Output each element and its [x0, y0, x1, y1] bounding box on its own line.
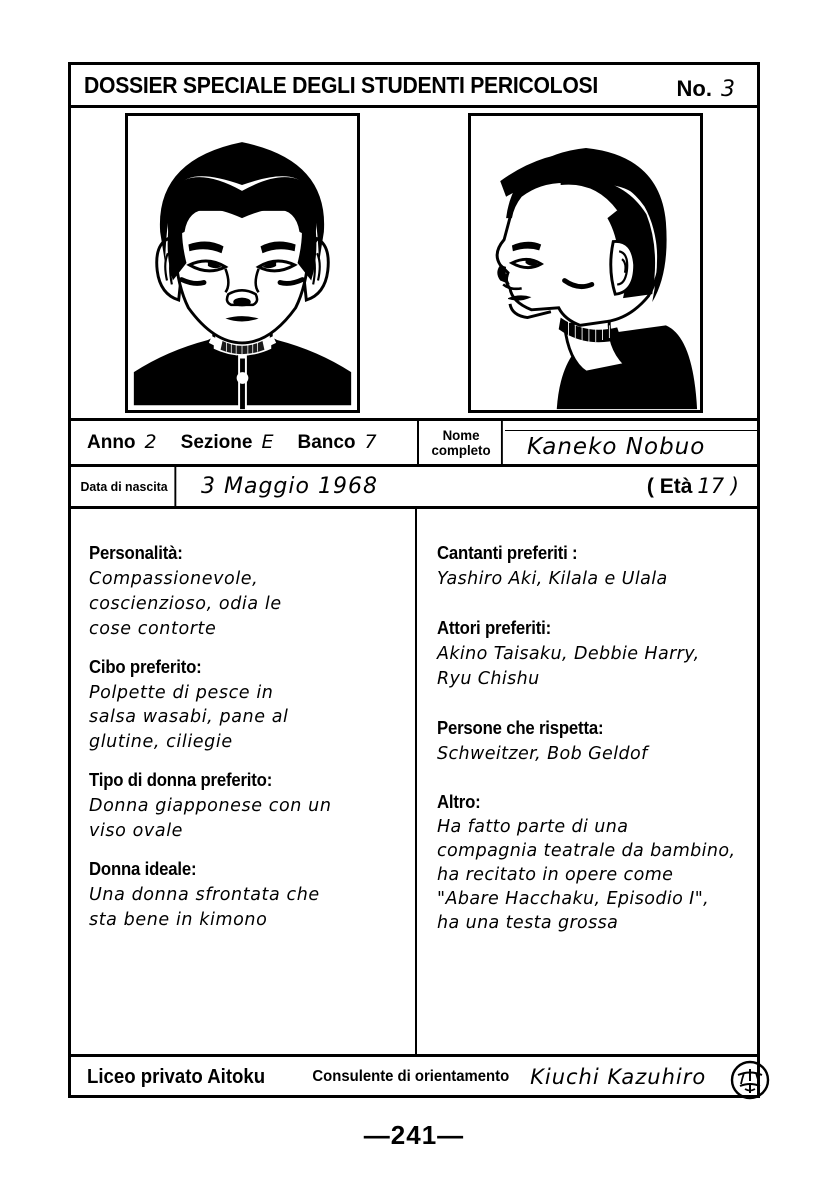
- class-fields: [71, 421, 419, 464]
- block-title: Attori preferiti:: [437, 617, 552, 638]
- block-line: ha una testa grossa: [437, 913, 619, 934]
- block-title: Cantanti preferiti :: [437, 543, 578, 563]
- block-line: Polpette di pesce in: [89, 682, 274, 703]
- full-name-label: [421, 421, 503, 464]
- school-name: Liceo privato Aitoku: [87, 1065, 266, 1088]
- block-line: Ha fatto parte di una: [437, 817, 629, 838]
- block-favorite-actors: [437, 618, 743, 692]
- dob-row: [71, 467, 757, 509]
- block-personality: [89, 543, 401, 642]
- block-favorite-singers: [437, 543, 743, 592]
- block-line: Compassionevole,: [89, 569, 259, 589]
- counselor-label: Consulente di orientamento: [311, 1068, 509, 1085]
- block-line: "Abare Hacchaku, Episodio I",: [437, 889, 710, 910]
- block-title: Donna ideale:: [89, 858, 197, 879]
- age-label: ( Età: [646, 475, 693, 498]
- dob-value: 3 Maggio 1968: [201, 474, 378, 499]
- front-portrait-illustration: [128, 116, 357, 410]
- right-column: [417, 509, 757, 1054]
- block-line: salsa wasabi, pane al: [89, 707, 289, 728]
- block-line: Schweitzer, Bob Geldof: [437, 743, 648, 764]
- block-line: cose contorte: [89, 618, 217, 639]
- full-name-value: Kaneko Nobuo: [527, 434, 706, 460]
- field-section: [181, 431, 298, 454]
- block-preferred-woman-type: [89, 770, 401, 844]
- profile-body: [71, 509, 757, 1057]
- block-line: coscienzioso, odia le: [89, 593, 282, 614]
- field-section-value: E: [261, 431, 274, 453]
- field-desk-label: Banco: [297, 432, 356, 453]
- field-year: [87, 431, 181, 454]
- front-portrait-frame: [125, 113, 360, 413]
- block-title: Tipo di donna preferito:: [89, 770, 273, 791]
- block-title: Altro:: [437, 792, 481, 813]
- field-year-value: 2: [144, 431, 157, 453]
- block-ideal-woman: [89, 859, 401, 933]
- block-line: Akino Taisaku, Debbie Harry,: [437, 643, 700, 664]
- dossier-number-value: 3: [721, 77, 735, 102]
- profile-portrait-illustration: [471, 116, 700, 410]
- page-number: —241—: [363, 1120, 465, 1150]
- block-other: [437, 792, 743, 936]
- dossier-number-label: No.: [676, 76, 712, 101]
- left-column: [71, 509, 417, 1054]
- block-line: ha recitato in opere come: [437, 865, 674, 886]
- block-line: Ryu Chishu: [437, 668, 540, 689]
- full-name-label-line2: completo: [431, 441, 491, 458]
- block-line: glutine, ciliegie: [89, 732, 233, 753]
- block-line: Una donna sfrontata che: [89, 884, 320, 905]
- field-desk-value: 7: [364, 431, 377, 453]
- block-title: Cibo preferito:: [89, 656, 202, 677]
- age-value: 17 ): [697, 474, 739, 498]
- profile-portrait-frame: [468, 113, 703, 413]
- block-people-respected: [437, 718, 743, 767]
- block-title: Personalità:: [89, 543, 183, 563]
- block-line: viso ovale: [89, 820, 184, 841]
- block-favorite-food: [89, 657, 401, 756]
- dossier-sheet: [68, 62, 760, 1098]
- field-section-label: Sezione: [180, 432, 253, 453]
- block-line: Donna giapponese con un: [89, 796, 332, 817]
- field-year-label: Anno: [87, 432, 136, 453]
- full-name-label-line1: Nome: [442, 426, 480, 443]
- page-title: DOSSIER SPECIALE DEGLI STUDENTI PERICOLOSI: [84, 71, 598, 98]
- block-title: Persone che rispetta:: [437, 717, 604, 738]
- hanko-seal-icon: [729, 1059, 771, 1101]
- dob-label: Data di nascita: [74, 467, 177, 506]
- portrait-photos: [71, 108, 757, 421]
- dossier-number: [677, 76, 735, 102]
- dossier-footer: [71, 1057, 757, 1097]
- counselor-name: Kiuchi Kazuhiro: [530, 1065, 707, 1089]
- block-line: compagnia teatrale da bambino,: [437, 841, 736, 862]
- block-line: sta bene in kimono: [89, 909, 268, 930]
- full-name-field: [505, 421, 757, 464]
- hanko-seal-drawing: [729, 1059, 771, 1101]
- field-desk: [297, 431, 400, 454]
- dossier-header: [71, 65, 757, 108]
- identity-row: [71, 421, 757, 467]
- age-field: [647, 474, 739, 499]
- block-line: Yashiro Aki, Kilala e Ulala: [437, 569, 668, 589]
